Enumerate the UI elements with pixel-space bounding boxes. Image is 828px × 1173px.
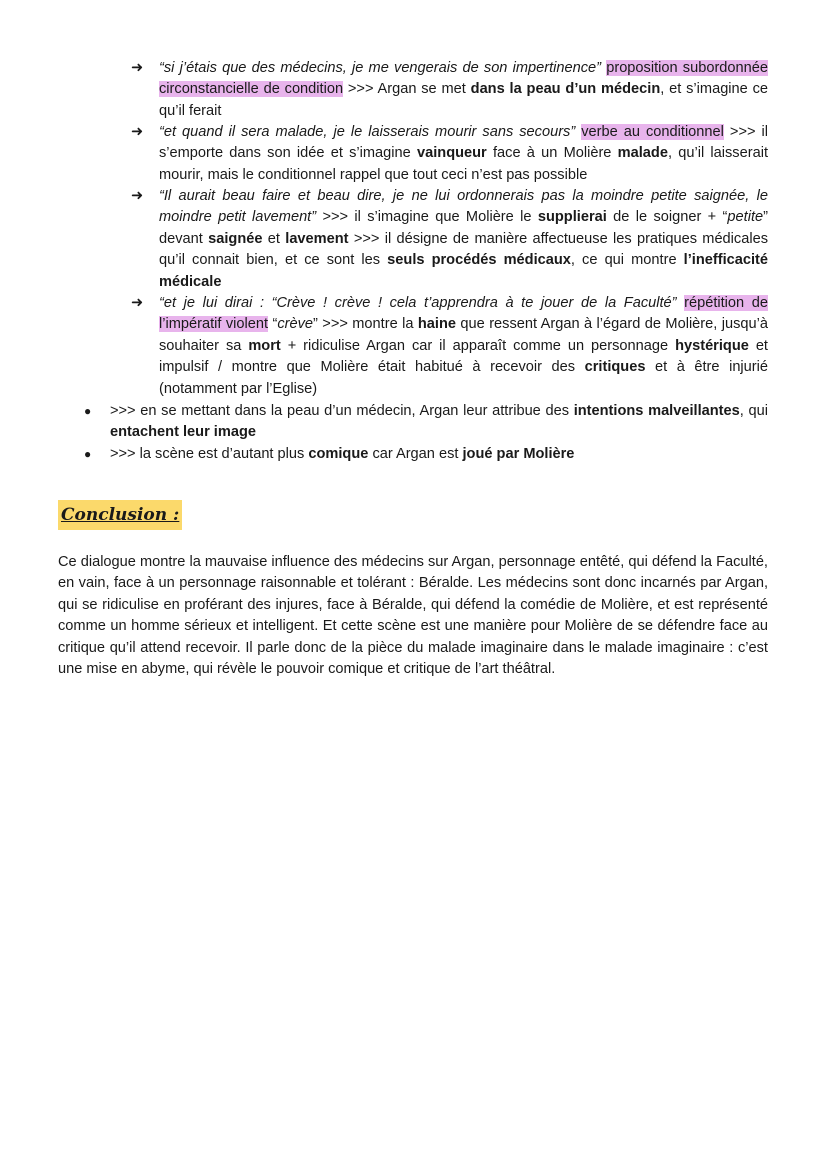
bold-text: haine (417, 316, 457, 333)
text: , et s’imagine ce qu’il ferait (159, 81, 769, 119)
text: que ressent Argan à l’égard de Molière, jusqu’à souhaiter sa (159, 316, 768, 354)
analysis-point-4 (131, 293, 768, 400)
text: et impulsif / montre que Molière était habitué à recevoir des (159, 337, 768, 376)
text: >>> la scène est d’autant plus (110, 446, 309, 462)
text: car Argan est (368, 446, 463, 462)
bold-text: supplierai (537, 209, 607, 226)
bold-text: malade (617, 145, 668, 162)
text: ” devant (159, 209, 768, 247)
quote: “et quand il sera malade, je le laisserais mourir sans secours” (159, 124, 576, 140)
conclusion-heading: Conclusion : (58, 500, 182, 530)
bold-text: comique (308, 446, 369, 462)
analysis-point-3 (131, 186, 768, 293)
highlight: proposition subordonnée circonstancielle de condition (159, 60, 769, 98)
bold-text: mort (248, 337, 281, 354)
text: face à un Molière (486, 145, 618, 162)
text: + ridiculise Argan car il apparaît comme un personnage (280, 337, 676, 354)
bold-text: hystérique (675, 337, 749, 354)
arrow-icon: ➜ (131, 188, 144, 204)
text: et (262, 230, 286, 247)
text: de le soigner + “ (606, 209, 728, 226)
quote: “si j’étais que des médecins, je me vengerais de son impertinence” (159, 60, 602, 76)
bold-text: vainqueur (417, 145, 487, 162)
summary-bullet-2 (84, 444, 768, 465)
bold-text: joué par Molière (462, 446, 575, 462)
conclusion-paragraph: Ce dialogue montre la mauvaise influence des médecins sur Argan, personnage entêté, qui défend la Faculté, en vain, face à un personnage raisonnable et tolérant : Béralde. Les médecins sont donc incarnés par Argan, qui se ridiculise en proférant des injures, face à Béralde, qui défend la comédie de Molière, et est représenté comme un homme sérieux et intelligent. Et cette scène est une manière pour Molière de se défendre face au critique qu’il attend recevoir. Il parle donc de la pièce du malade imaginaire dans le malade imaginaire : c’est une mise en abyme, qui révèle le pouvoir comique et critique de l’art théâtral. (58, 554, 768, 678)
highlight: répétition de l’impératif violent (159, 295, 768, 333)
text: >>> il désigne de manière affectueuse les pratiques médicales qu’il connait bien, et ce sont les (159, 230, 768, 269)
quote: “et je lui dirai : “Crève ! crève ! cela t’apprendra à te jouer de la Faculté” (159, 295, 677, 311)
text: , qu’il laisserait mourir, mais le conditionnel rappel que tout ceci n’est pas possible (159, 145, 768, 183)
quote: “Il aurait beau faire et beau dire, je ne lui ordonnerais pas la moindre petite saignée, le moindre petit lavement” (159, 188, 768, 226)
bold-text: entachent leur image (110, 424, 256, 441)
highlight: verbe au conditionnel (581, 124, 724, 140)
text: , ce qui montre (570, 252, 684, 269)
text: >>> Argan se met (343, 81, 471, 98)
bullet-icon: ● (84, 447, 92, 461)
bold-text: seuls procédés médicaux (387, 252, 571, 269)
summary-bullet-1 (84, 401, 768, 444)
bold-text: dans la peau d’un médecin (470, 81, 661, 98)
bold-text: saignée (208, 230, 263, 247)
text: >>> en se mettant dans la peau d’un médecin, Argan leur attribue des (110, 403, 574, 419)
bold-text: lavement (285, 230, 349, 247)
bold-text: intentions malveillantes (573, 403, 740, 419)
italic-text: petite (727, 209, 764, 226)
italic-text: crève (277, 316, 314, 333)
text: >>> il s’imagine que Molière le (316, 209, 538, 226)
analysis-point-2 (131, 122, 768, 186)
bold-text: critiques (584, 359, 646, 376)
text: “ (268, 316, 278, 333)
arrow-icon: ➜ (131, 295, 144, 311)
text: ” >>> montre la (313, 316, 418, 333)
text: , qui (739, 403, 768, 419)
arrow-icon: ➜ (131, 60, 144, 76)
bullet-icon: ● (84, 404, 92, 418)
arrow-icon: ➜ (131, 124, 144, 140)
analysis-point-1 (131, 58, 768, 122)
text: et à être injurié (notamment par l’Eglise) (159, 359, 769, 397)
bold-text: l’inefficacité médicale (159, 252, 769, 290)
text: >>> il s’emporte dans son idée et s’imagine (159, 124, 768, 162)
